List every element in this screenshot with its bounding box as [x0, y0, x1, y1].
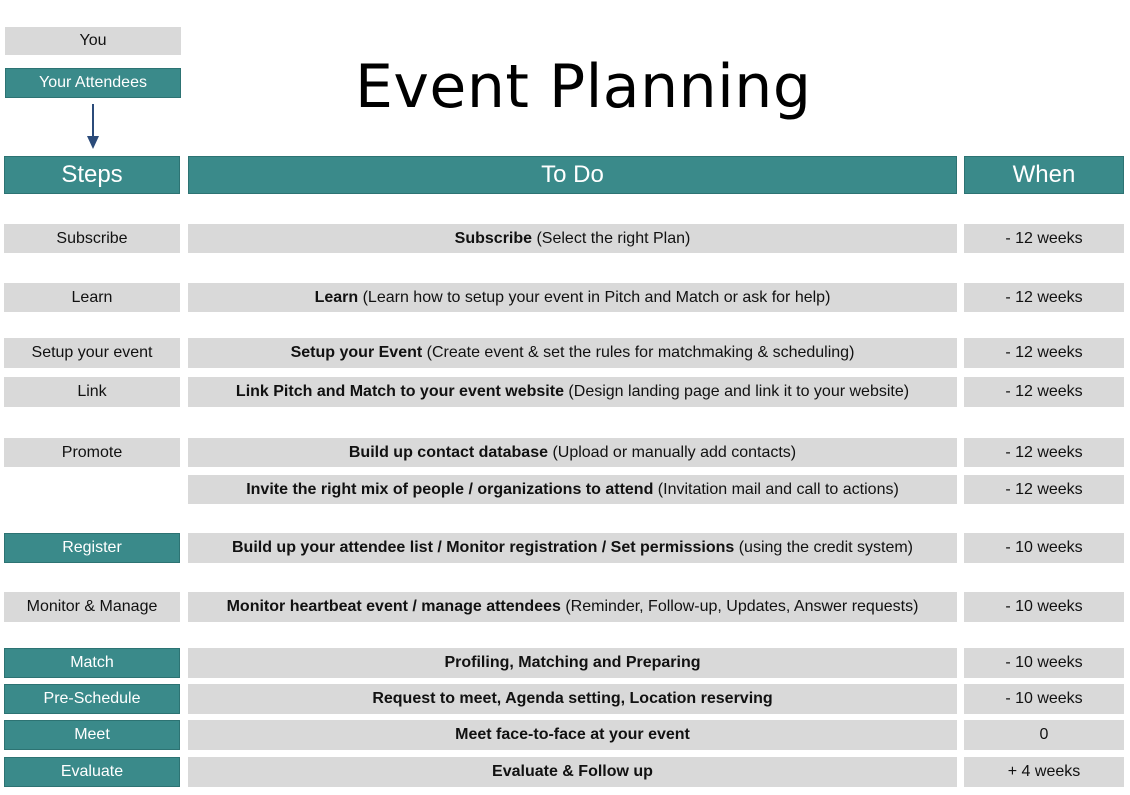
- todo-detail-text: (Invitation mail and call to actions): [653, 480, 899, 498]
- header-todo-label: To Do: [541, 161, 604, 188]
- todo-detail-text: (Create event & set the rules for matchmaking & scheduling): [422, 344, 855, 361]
- when-cell: [964, 720, 1124, 750]
- todo-bold-text: Monitor heartbeat event / manage attendees: [226, 598, 561, 615]
- when-cell: [964, 648, 1124, 678]
- todo-bold-text: Profiling, Matching and Preparing: [444, 654, 701, 671]
- when-cell: [964, 533, 1124, 563]
- header-steps: [4, 156, 180, 194]
- todo-cell: [188, 438, 957, 467]
- legend-you-label: You: [79, 32, 107, 49]
- todo-detail-text: (using the credit system): [734, 539, 914, 556]
- when-label: - 10 weeks: [1005, 690, 1083, 707]
- when-cell: [964, 283, 1124, 312]
- step-cell: [4, 377, 180, 407]
- step-cell: [4, 648, 180, 678]
- todo-bold-text: Build up your attendee list / Monitor registration / Set permissions: [231, 539, 735, 556]
- header-when: [964, 156, 1124, 194]
- step-label: Link: [77, 383, 107, 400]
- step-cell: [4, 757, 180, 787]
- todo-detail-text: (Design landing page and link it to your website): [563, 383, 910, 400]
- todo-cell: [188, 224, 957, 253]
- when-label: - 12 weeks: [1005, 480, 1083, 498]
- legend-attendees: [5, 68, 181, 98]
- todo-cell: [188, 720, 957, 750]
- todo-cell: [188, 377, 957, 407]
- todo-bold-text: Evaluate & Follow up: [492, 763, 653, 780]
- step-label: Register: [62, 539, 122, 556]
- step-label: Meet: [74, 726, 110, 743]
- step-cell: [4, 338, 180, 368]
- step-cell: [4, 533, 180, 563]
- todo-bold-text: Setup your Event: [290, 344, 423, 361]
- step-cell: [4, 684, 180, 714]
- down-arrow-icon: [86, 104, 100, 150]
- todo-cell: [188, 648, 957, 678]
- legend-attendees-label: Your Attendees: [39, 74, 147, 91]
- when-cell: [964, 224, 1124, 253]
- when-label: - 12 weeks: [1005, 288, 1083, 306]
- todo-bold-text: Request to meet, Agenda setting, Location reserving: [372, 690, 773, 707]
- step-label: Promote: [61, 443, 123, 461]
- when-label: - 10 weeks: [1005, 654, 1083, 671]
- todo-cell: [188, 592, 957, 622]
- todo-detail-text: (Reminder, Follow-up, Updates, Answer requests): [560, 598, 919, 615]
- when-cell: [964, 684, 1124, 714]
- step-cell: [4, 438, 180, 467]
- todo-cell: [188, 283, 957, 312]
- todo-cell: [188, 475, 957, 504]
- todo-bold-text: Subscribe: [454, 229, 533, 247]
- step-cell: [4, 224, 180, 253]
- step-label: Subscribe: [56, 229, 128, 247]
- when-label: - 12 weeks: [1005, 344, 1083, 361]
- header-when-label: When: [1012, 161, 1076, 188]
- page-title: Event Planning: [355, 52, 812, 122]
- legend-you: [5, 27, 181, 55]
- todo-detail-text: (Learn how to setup your event in Pitch and Match or ask for help): [358, 288, 831, 306]
- step-cell: [4, 592, 180, 622]
- when-label: 0: [1039, 726, 1049, 743]
- todo-detail-text: (Upload or manually add contacts): [548, 443, 797, 461]
- when-cell: [964, 757, 1124, 787]
- when-cell: [964, 475, 1124, 504]
- when-label: - 10 weeks: [1005, 539, 1083, 556]
- step-label: Setup your event: [31, 344, 153, 361]
- todo-bold-text: Meet face-to-face at your event: [455, 726, 690, 743]
- todo-cell: [188, 684, 957, 714]
- step-label: Evaluate: [60, 763, 124, 780]
- step-label: Monitor & Manage: [26, 598, 158, 615]
- todo-detail-text: (Select the right Plan): [532, 229, 691, 247]
- step-cell: [4, 720, 180, 750]
- todo-bold-text: Invite the right mix of people / organizations to attend: [246, 480, 654, 498]
- header-steps-label: Steps: [61, 161, 123, 188]
- when-cell: [964, 377, 1124, 407]
- todo-cell: [188, 533, 957, 563]
- header-todo: [188, 156, 957, 194]
- todo-bold-text: Learn: [314, 288, 359, 306]
- todo-cell: [188, 757, 957, 787]
- when-label: - 10 weeks: [1005, 598, 1083, 615]
- when-cell: [964, 592, 1124, 622]
- step-cell: [4, 283, 180, 312]
- when-cell: [964, 338, 1124, 368]
- step-label: Learn: [71, 288, 113, 306]
- step-label: Match: [70, 654, 114, 671]
- when-cell: [964, 438, 1124, 467]
- when-label: - 12 weeks: [1005, 229, 1083, 247]
- when-label: + 4 weeks: [1007, 763, 1081, 780]
- when-label: - 12 weeks: [1005, 443, 1083, 461]
- when-label: - 12 weeks: [1005, 383, 1083, 400]
- todo-bold-text: Build up contact database: [348, 443, 548, 461]
- todo-bold-text: Link Pitch and Match to your event website: [235, 383, 564, 400]
- todo-cell: [188, 338, 957, 368]
- step-label: Pre-Schedule: [43, 690, 141, 707]
